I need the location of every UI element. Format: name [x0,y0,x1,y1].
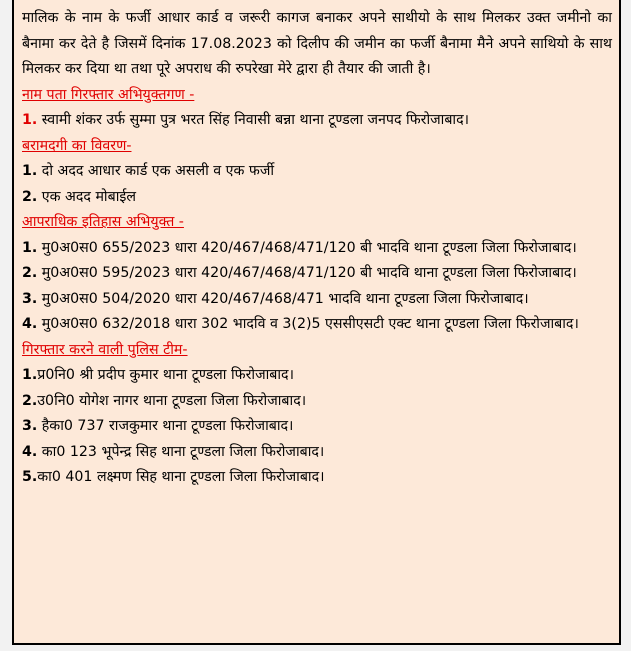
criminal-history-item: 1. मु0अ0स0 655/2023 धारा 420/467/468/471/120 बी भादवि थाना टूण्डला जिला फिरोजाबाद। [22,239,577,256]
police-team-heading: गिरफ्तार करने वाली पुलिस टीम- [22,341,188,358]
criminal-history-heading: आपराधिक इतिहास अभियुक्त - [22,214,184,230]
recovery-item: 2. एक अदद मोबाईल [22,188,136,205]
arrested-heading: नाम पता गिरफ्तार अभियुक्तगण - [22,86,195,103]
police-team-item: 1.प्र0नि0 श्री प्रदीप कुमार थाना टूण्डला फिरोजाबाद। [22,367,294,383]
criminal-history-item: 2. मु0अ0स0 595/2023 धारा 420/467/468/471/120 बी भादवि थाना टूण्डला जिला फिरोजाबाद। [22,265,577,281]
press-note-content [22,6,612,491]
recovery-heading: बरामदगी का विवरण- [22,137,132,154]
press-note-panel [12,0,621,645]
criminal-history-item: 4. मु0अ0स0 632/2018 धारा 302 भादवि व 3(2)5 एससीएसटी एक्ट थाना टूण्डला जिला फिरोजाबाद। [22,316,579,332]
intro-paragraph: मालिक के नाम के फर्जी आधार कार्ड व जरूरी कागज बनाकर अपने साथीयो के साथ मिलकर उक्त जमीनो का बैनामा कर देते है जिसमें दिनांक 17.08.2023 को दिलीप की जमीन का फर्जी बैनामा मैने अपने साथियो के साथ मिलकर कर दिया था तथा पूरे अपराध की रुपरेखा मेरे द्वारा ही तैयार की जाती है। [22,10,612,77]
police-team-item: 5.का0 401 लक्ष्मण सिह थाना टूण्डला जिला फिरोजाबाद। [22,469,325,485]
police-team-item: 3. हैका0 737 राजकुमार थाना टूण्डला फिरोजाबाद। [22,418,294,434]
arrested-item: 1. स्वामी शंकर उर्फ सुम्मा पुत्र भरत सिंह निवासी बन्ना थाना टूण्डला जनपद फिरोजाबाद। [22,112,470,128]
police-team-item: 4. का0 123 भूपेन्द्र सिह थाना टूण्डला जिला फिरोजाबाद। [22,443,325,460]
recovery-item: 1. दो अदद आधार कार्ड एक असली व एक फर्जी [22,163,275,179]
criminal-history-item: 3. मु0अ0स0 504/2020 धारा 420/467/468/471 भादवि थाना टूण्डला जिला फिरोजाबाद। [22,290,529,307]
police-team-item: 2.उ0नि0 योगेश नागर थाना टूण्डला जिला फिरोजाबाद। [22,392,307,409]
